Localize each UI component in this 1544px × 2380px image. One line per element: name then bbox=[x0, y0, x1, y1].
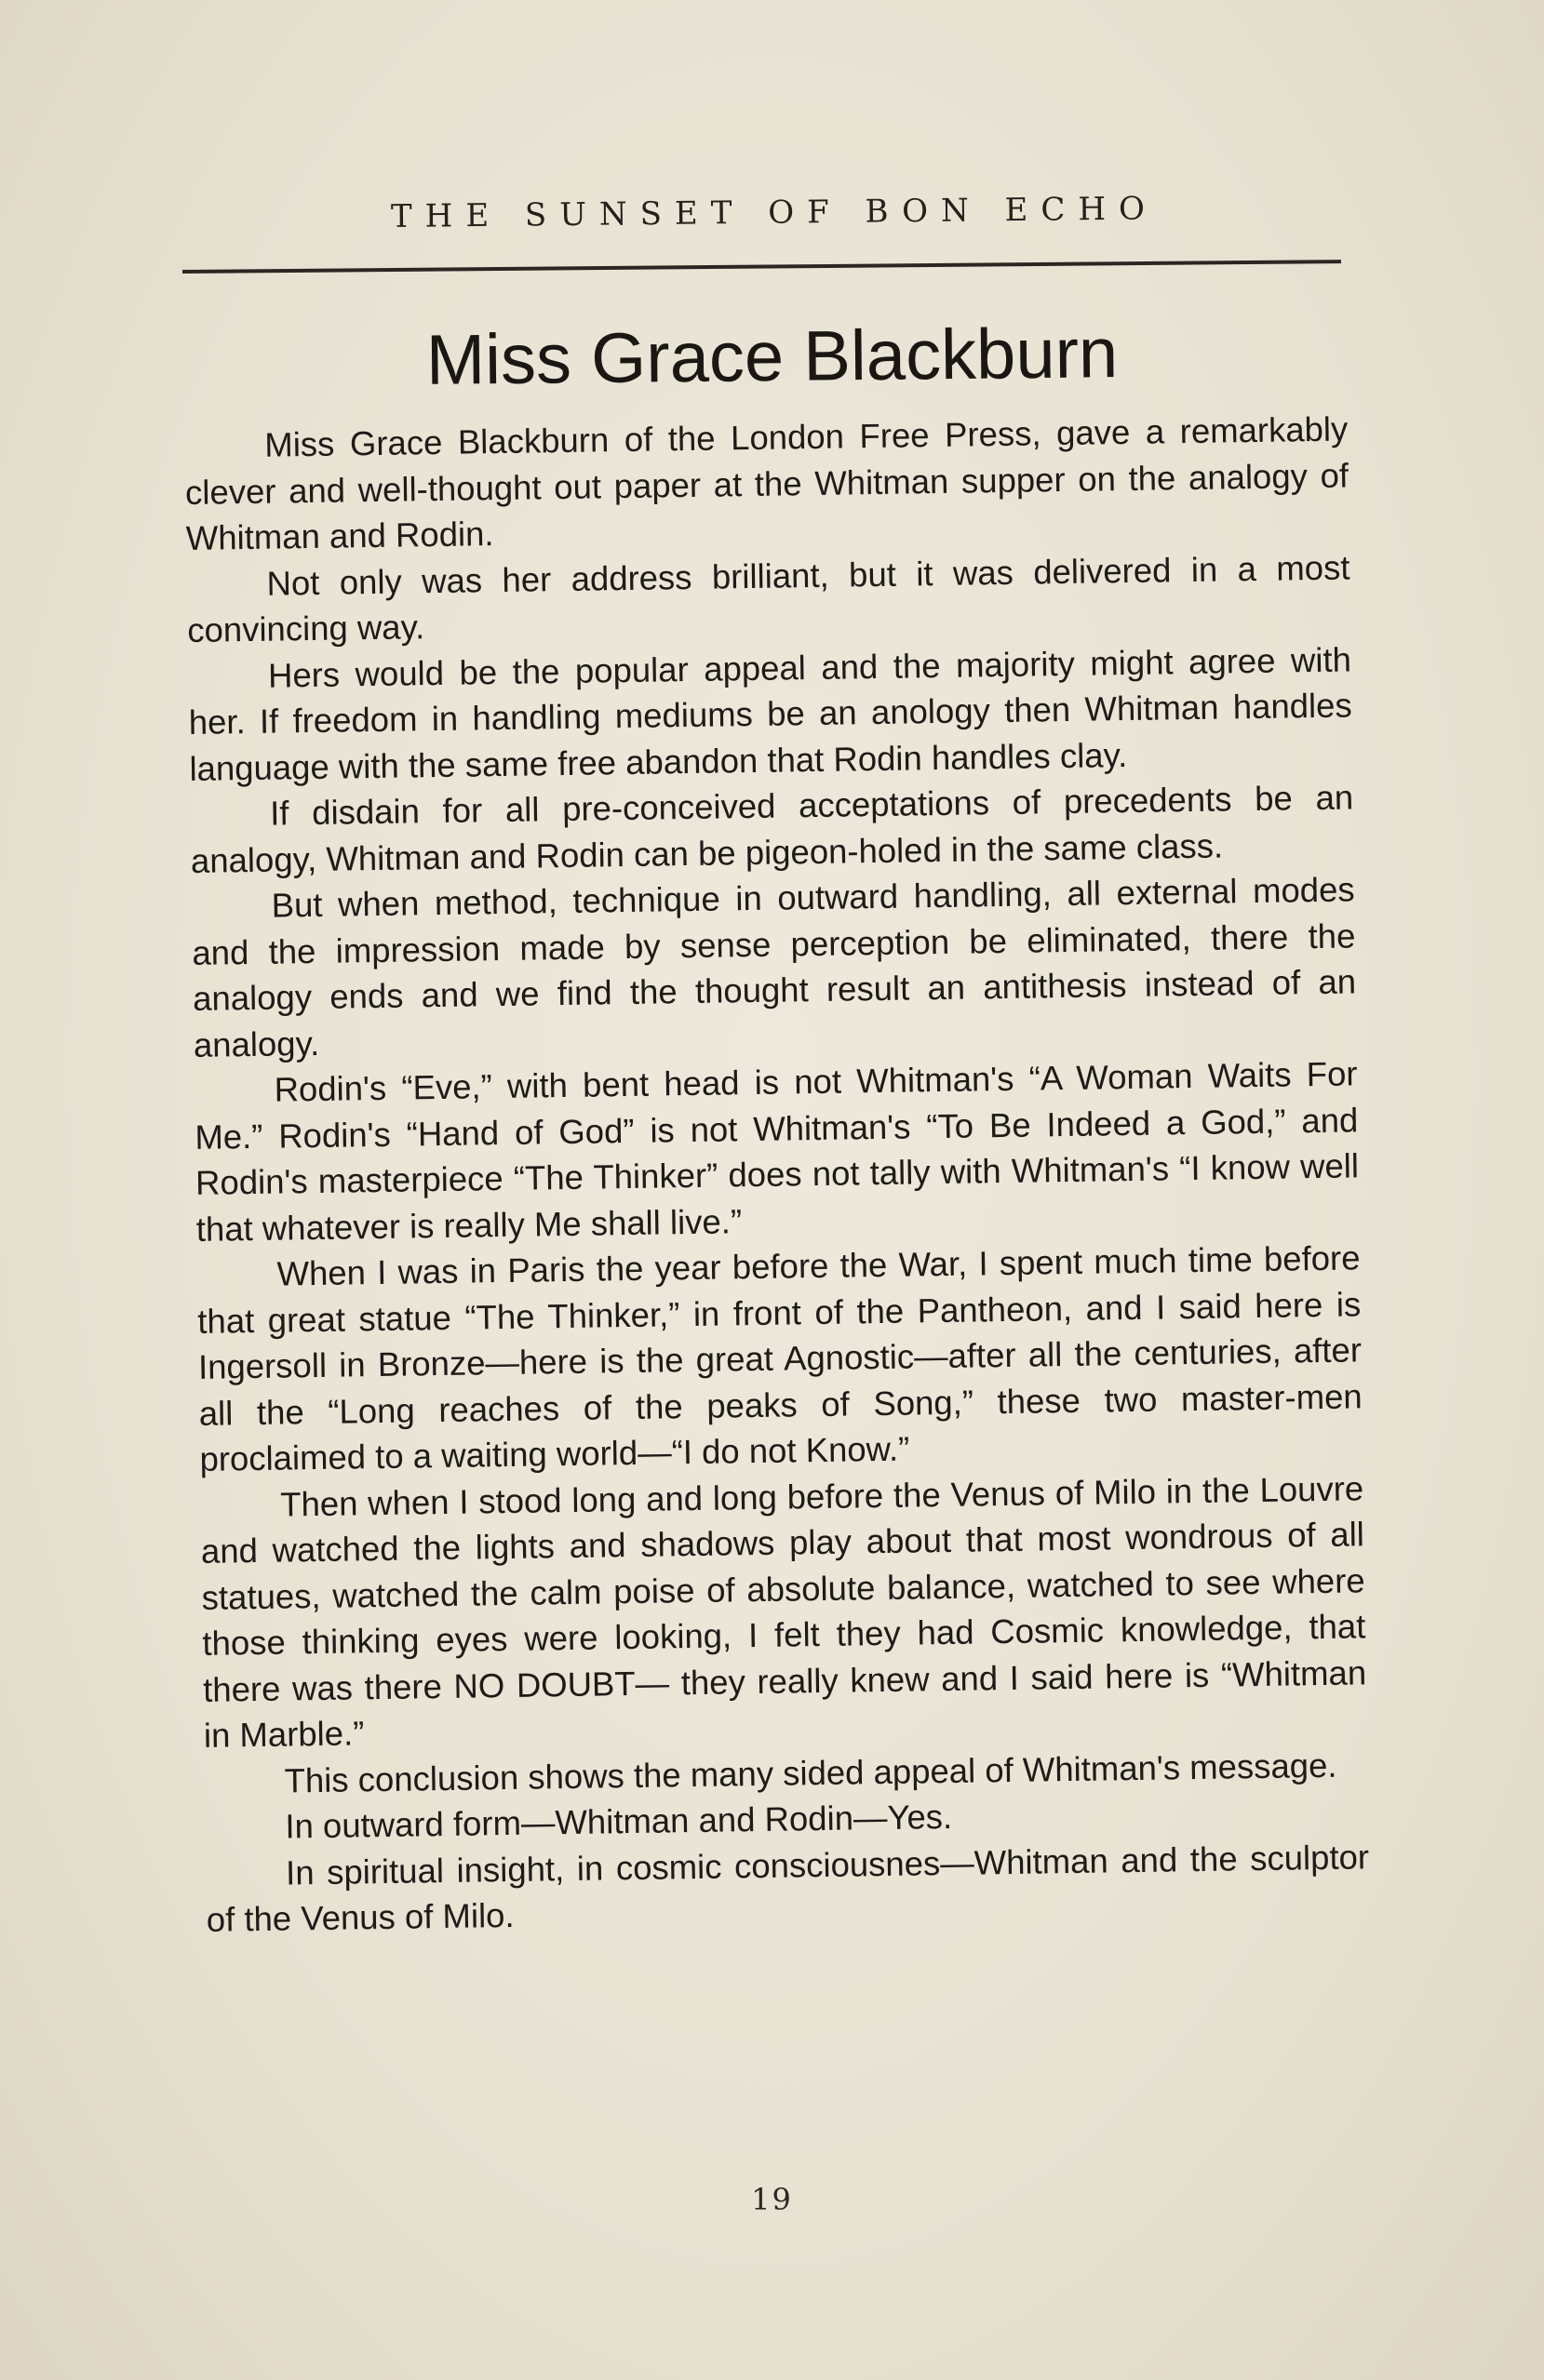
paragraph-11: In spiritual insight, in cosmic consciousnes—Whitman and the sculptor of the Venus of Milo. bbox=[206, 1837, 1370, 1939]
paragraph-2: Not only was her address brilliant, but it was delivered in a most convincing way. bbox=[186, 547, 1350, 649]
running-head: THE SUNSET OF BON ECHO bbox=[390, 190, 1159, 235]
paragraph-1: Miss Grace Blackburn of the London Free Press, gave a remarkably clever and well-thought out paper at the Whitman supper on the analogy of Whitman and Rodin. bbox=[184, 409, 1349, 557]
article-title: Miss Grace Blackburn bbox=[425, 314, 1119, 400]
paragraph-5: But when method, technique in outward handling, all external modes and the impression made by sense perception be eliminated, there the analogy ends and we find the thought result an antithesis instead of an analogy. bbox=[192, 870, 1357, 1064]
header-rule bbox=[182, 260, 1341, 274]
paragraph-4: If disdain for all pre-conceived acceptations of precedents be an analogy, Whitman and Rodin can be pigeon-holed in the same class. bbox=[190, 778, 1354, 880]
paragraph-10: In outward form—Whitman and Rodin—Yes. bbox=[285, 1797, 953, 1846]
page-number: 19 bbox=[751, 2182, 793, 2217]
paragraph-3: Hers would be the popular appeal and the majority might agree with her. If freedom in handling mediums be an anology then Whitman handles language with the same free abandon that Rodin handles clay. bbox=[188, 639, 1352, 788]
paragraph-9: This conclusion shows the many sided appeal of Whitman's message. bbox=[284, 1745, 1337, 1800]
paragraph-8: Then when I stood long and long before the Venus of Milo in the Louvre and watched the lights and shadows play about that most wondrous of all statues, watched the calm poise of absolute balance, watched to see where those thinking eyes were looking, I felt they had Cosmic knowledge, that there was there NO DOUBT— they really knew and I said here is “Whitman in Marble.” bbox=[200, 1468, 1367, 1755]
article-body bbox=[184, 406, 1370, 1943]
paragraph-6: Rodin's “Eve,” with bent head is not Whitman's “A Woman Waits For Me.” Rodin's “Hand of God” is not Whitman's “To Be Indeed a God,” and Rodin's masterpiece “The Thinker” does not tally with Whitman's “I know well that whatever is really Me shall live.” bbox=[195, 1054, 1360, 1249]
paragraph-7: When I was in Paris the year before the War, I spent much time before that great statue “The Thinker,” in front of the Pantheon, and I said here is Ingersoll in Bronze—here is the great Agnostic—after all the centuries, after all the “Long reaches of the peaks of Song,” these two master-men proclaimed to a waiting world—“I do not Know.” bbox=[197, 1238, 1363, 1478]
